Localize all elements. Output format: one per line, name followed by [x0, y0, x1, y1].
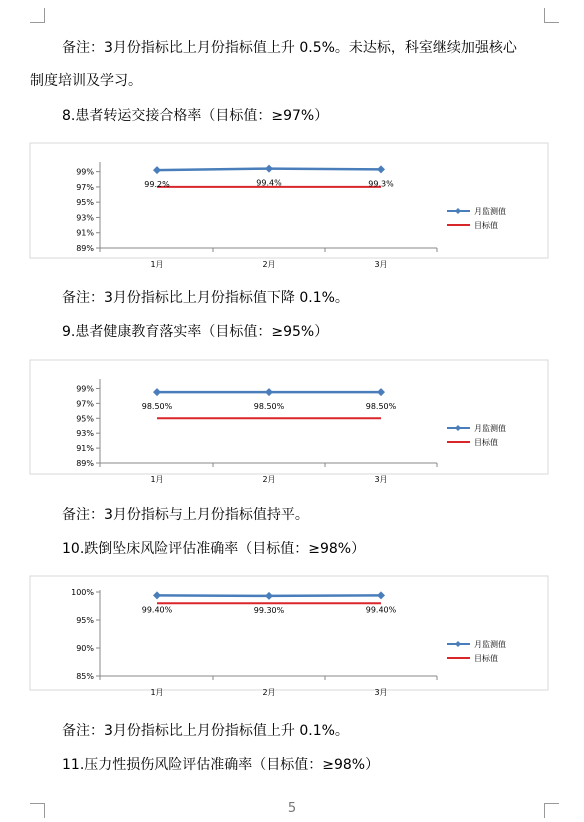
- y-tick-label: 90%: [76, 644, 94, 653]
- y-tick-label: 91%: [76, 444, 94, 454]
- corner-mark-top-right: [544, 8, 559, 23]
- y-tick-label: 95%: [76, 414, 94, 424]
- legend-label-monitor: 月监测值: [474, 424, 506, 433]
- data-label-monitor: 98.50%: [253, 402, 285, 412]
- note-top-line-1: 备注：3月份指标比上月份指标值上升 0.5%。未达标，科室继续加强核心: [62, 40, 517, 56]
- legend-label-target: 目标值: [474, 438, 498, 447]
- x-tick-label: 1月: [150, 260, 164, 269]
- data-point-monitor: [265, 592, 273, 600]
- x-tick-label: 3月: [374, 475, 388, 484]
- y-tick-label: 97%: [76, 399, 94, 409]
- chart-frame: [30, 360, 548, 474]
- y-tick-label: 89%: [76, 459, 94, 468]
- legend-marker-monitor: [455, 425, 461, 431]
- note-8: 备注：3月份指标比上月份指标值下降 0.1%。: [62, 290, 349, 306]
- data-label-monitor: 98.50%: [141, 402, 173, 412]
- data-point-monitor: [153, 388, 161, 396]
- data-point-monitor: [265, 165, 273, 173]
- legend-label-target: 目标值: [474, 221, 498, 230]
- y-tick-label: 100%: [71, 588, 94, 597]
- heading-10: 10.跌倒坠床风险评估准确率（目标值：≥98%）: [62, 541, 366, 557]
- data-point-monitor: [377, 591, 385, 599]
- legend-label-target: 目标值: [474, 654, 498, 663]
- chart-frame: [30, 576, 548, 690]
- x-tick-label: 1月: [150, 688, 164, 697]
- legend-marker-monitor: [455, 641, 461, 647]
- data-point-monitor: [153, 591, 161, 599]
- x-tick-label: 2月: [262, 475, 276, 484]
- series-line-monitor: [157, 595, 381, 596]
- data-label-monitor: 98.50%: [365, 402, 397, 412]
- data-label-monitor: 99.4%: [256, 178, 282, 188]
- page-number: 5: [287, 801, 297, 816]
- data-point-monitor: [377, 388, 385, 396]
- y-tick-label: 93%: [76, 429, 94, 439]
- legend-marker-monitor: [455, 208, 461, 214]
- x-tick-label: 1月: [150, 475, 164, 484]
- heading-9: 9.患者健康教育落实率（目标值：≥95%）: [62, 324, 329, 340]
- data-point-monitor: [377, 165, 385, 173]
- data-label-monitor: 99.40%: [365, 605, 397, 615]
- y-tick-label: 99%: [76, 167, 94, 177]
- data-label-monitor: 99.2%: [144, 180, 170, 190]
- note-10: 备注：3月份指标比上月份指标值上升 0.1%。: [62, 723, 349, 739]
- y-tick-label: 85%: [76, 672, 94, 681]
- y-tick-label: 91%: [76, 228, 94, 238]
- data-label-monitor: 99.40%: [141, 605, 173, 615]
- x-tick-label: 3月: [374, 688, 388, 697]
- heading-8: 8.患者转运交接合格率（目标值：≥97%）: [62, 108, 329, 124]
- x-tick-label: 3月: [374, 260, 388, 269]
- series-line-monitor: [157, 169, 381, 171]
- x-tick-label: 2月: [262, 688, 276, 697]
- chart-frame: [30, 143, 548, 258]
- note-9: 备注：3月份指标与上月份指标值持平。: [62, 507, 309, 523]
- note-top-line-2: 制度培训及学习。: [30, 73, 142, 89]
- y-tick-label: 97%: [76, 182, 94, 192]
- corner-mark-top-left: [30, 8, 45, 23]
- y-tick-label: 89%: [76, 244, 94, 253]
- y-tick-label: 93%: [76, 213, 94, 223]
- y-tick-label: 99%: [76, 384, 94, 394]
- data-label-monitor: 99.3%: [368, 179, 394, 189]
- data-label-monitor: 99.30%: [253, 605, 285, 615]
- data-point-monitor: [265, 388, 273, 396]
- x-tick-label: 2月: [262, 260, 276, 269]
- legend-label-monitor: 月监测值: [474, 640, 506, 649]
- y-tick-label: 95%: [76, 616, 94, 625]
- legend-label-monitor: 月监测值: [474, 207, 506, 216]
- y-tick-label: 95%: [76, 198, 94, 208]
- heading-11: 11.压力性损伤风险评估准确率（目标值：≥98%）: [62, 757, 380, 773]
- data-point-monitor: [153, 166, 161, 174]
